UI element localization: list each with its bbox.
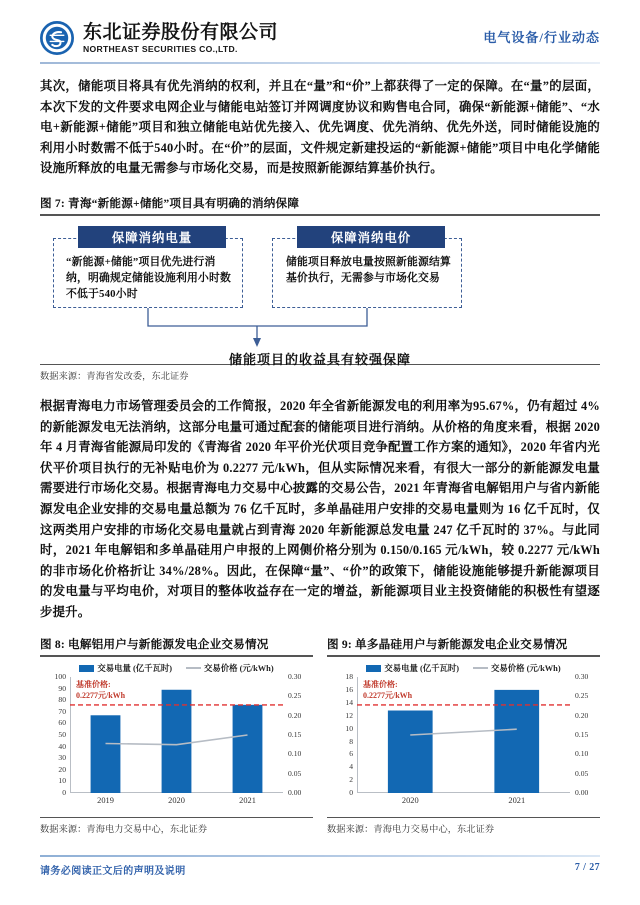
figure-9: [327, 636, 600, 835]
legend-bar-swatch-icon: [79, 665, 94, 672]
figure-9-title: 图 9: 单多晶硅用户与新能源发电企业交易情况: [327, 638, 568, 652]
legend-line-label: 交易价格 (元/kWh): [204, 664, 274, 674]
footer-disclaimer: 请务必阅读正文后的声明及说明: [40, 866, 186, 877]
category-label: 2020: [401, 796, 419, 806]
figure-9-left-axis: 0 2 4 6 8 10 12 14 16 18: [345, 672, 353, 798]
diagram-left-header: 保障消纳电量: [78, 226, 226, 248]
category-label: 2019: [97, 796, 114, 806]
company-brand: [40, 21, 278, 55]
legend-line-swatch-icon: [473, 667, 488, 669]
category-label: 2021: [239, 796, 256, 806]
page-footer: [40, 855, 600, 877]
legend-item-line: [186, 662, 274, 674]
figure-9-legend: [327, 661, 600, 675]
report-section-label: 电气设备/行业动态: [483, 29, 600, 45]
figure-7: [40, 195, 600, 382]
figure-8-legend: [40, 661, 313, 675]
legend-bar-swatch-icon: [366, 665, 381, 672]
company-name-en: NORTHEAST SECURITIES CO.,LTD.: [83, 43, 238, 54]
diagram-connector-lines: [40, 216, 600, 364]
figure-9-right-axis: 0.00 0.05 0.10 0.15 0.20 0.25 0.30: [575, 672, 589, 798]
diagram-conclusion: 储能项目的收益具有较强保障: [228, 351, 411, 367]
figure-8: [40, 636, 313, 835]
figure-9-plot: [327, 672, 600, 809]
legend-item-bar: [79, 662, 172, 674]
category-label: 2020: [168, 796, 185, 806]
legend-item-bar: [366, 662, 459, 674]
legend-line-swatch-icon: [186, 667, 201, 669]
body-paragraph-2: 根据青海电力市场管理委员会的工作简报，2020 年全省新能源发电的利用率为95.67%，仍有超过 4%的新能源发电无法消纳，这部分电量可通过配套的储能项目进行消纳。从价格的角度来看，根据 2020 年 4 月青海省能源局印发的《青海省 2020 年平价光伏项目竞争配置工作方案的通知》，2020 年省内光伏平价项目执行的无补贴电价为 0.2277 元/kWh，但从实际情况来看，有很大一部分的新能源发电量需要进行市场化交易。根据青海电力交易中心披露的交易公告，2021 年青海省电解铝用户与省内新能源发电企业安排的交易电量总额为 76 亿千瓦时，多单晶硅用户安排的交易电量则为 16 亿千瓦时，仅这两类用户安排的市场化交易电量就占到青海 2020 年新能源总发电量 247 亿千瓦时的 37%。与此同时，2021 年电解铝和多单晶硅用户申报的上网侧价格分别为 0.150/0.165 元/kWh，较 0.2277 元/kWh 的非市场化价格折让 34%/28%。因此，在保障“量”、“价”的政策下，储能设施能够提升新能源项目的发电量与平均电价，对项目的整体收益存在一定的增益，新能源项目业主投资储能的积极性有望逐步提升。: [40, 398, 601, 619]
legend-bar-label: 交易电量 (亿千瓦时): [384, 664, 460, 674]
legend-item-line: [473, 662, 561, 674]
diagram-right-header: 保障消纳电价: [297, 226, 445, 248]
bar: [233, 705, 263, 793]
figure-8-left-axis: 0 10 20 30 40 50 60 70 80 90 100: [54, 672, 66, 798]
figure-8-baseline-annotation: 基准价格: 0.2277元/kWh: [76, 680, 126, 701]
page-header: [40, 0, 600, 60]
legend-line-label: 交易价格 (元/kWh): [491, 664, 561, 674]
figure-8-overlay: [70, 677, 283, 793]
body-paragraph-1: 其次，储能项目将具有优先消纳的权利，并且在“量”和“价”上都获得了一定的保障。在“量”的层面，本次下发的文件要求电网企业与储能电站签订并网调度协议和购售电合同，确保“新能源+储能”、“水电+新能源+储能”项目和独立储能电站优先接入、优先调度、优先消纳、优先外送，同时储能设施的利用小时数需不低于540小时。在“价”的层面，文件规定新建投运的“新能源+储能”项目中电化学储能设施所释放的电量无需参与市场化交易，而是按照新能源结算基价执行。: [40, 79, 600, 176]
category-label: 2021: [508, 796, 526, 806]
figure-8-category-labels: [70, 793, 283, 809]
figure-8-title: 图 8: 电解铝用户与新能源发电企业交易情况: [40, 638, 269, 652]
footer-page-number: 7 / 27: [574, 862, 600, 873]
figure-8-right-axis: 0.00 0.05 0.10 0.15 0.20 0.25 0.30: [288, 672, 302, 798]
legend-bar-label: 交易电量 (亿千瓦时): [97, 664, 173, 674]
figure-7-title: 图 7: 青海“新能源+储能”项目具有明确的消纳保障: [40, 196, 300, 210]
figure-8-chart: [40, 657, 313, 817]
figure-8-source: 数据来源：青海电力交易中心，东北证券: [40, 824, 208, 835]
figure-9-chart: [327, 657, 600, 817]
charts-row: [40, 636, 600, 835]
figure-8-plot: [40, 672, 313, 809]
figure-9-overlay: [357, 677, 570, 793]
diagram-left-text: “新能源+储能”项目优先进行消纳，明确规定储能设施利用小时数不低于540小时: [66, 255, 231, 300]
figure-9-category-labels: [357, 793, 570, 809]
company-name-cn: 东北证券股份有限公司: [83, 21, 279, 43]
bar: [91, 715, 121, 793]
figure-9-baseline-annotation: 基准价格: 0.2277元/kWh: [363, 680, 413, 701]
figure-7-source: 数据来源：青海省发改委，东北证券: [40, 370, 189, 381]
diagram-right-text: 储能项目释放电量按照新能源结算基价执行，无需参与市场化交易: [286, 255, 451, 284]
figure-7-diagram: [40, 216, 600, 367]
figure-9-source: 数据来源：青海电力交易中心，东北证券: [327, 824, 495, 835]
bar: [388, 711, 433, 793]
northeast-securities-logo-icon: [40, 21, 74, 55]
header-divider: [40, 62, 600, 64]
